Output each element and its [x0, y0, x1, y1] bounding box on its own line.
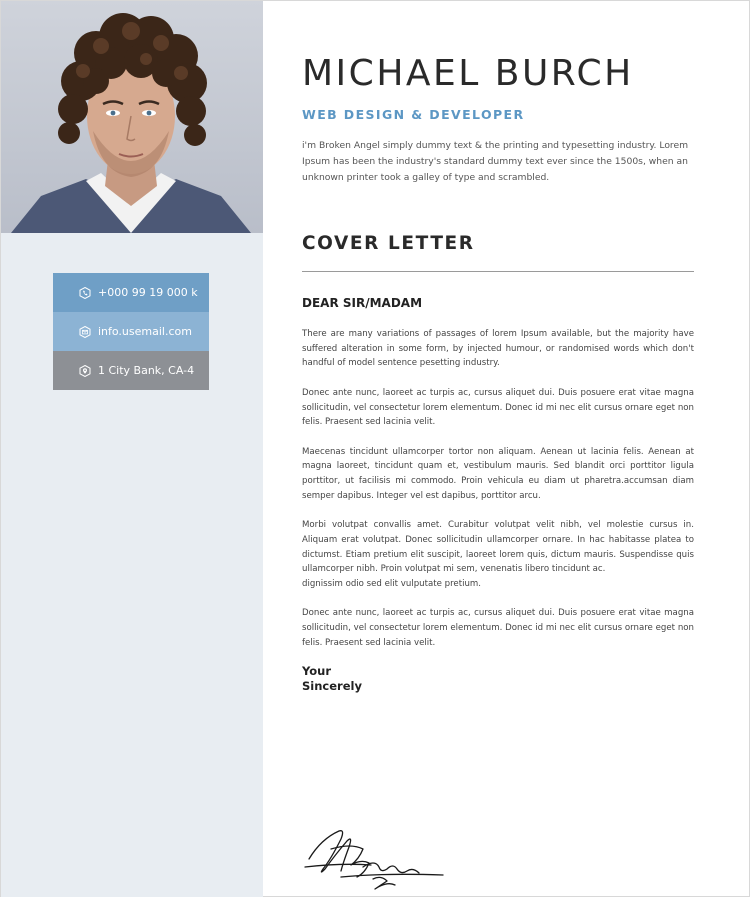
letter-greeting: DEAR SIR/MADAM: [302, 296, 423, 310]
contact-email[interactable]: [53, 312, 209, 351]
closing-line: Sincerely: [302, 679, 362, 693]
closing-line: Your: [302, 664, 332, 678]
letter-paragraph: There are many variations of passages of lorem Ipsum available, but the majority have suffered alteration in some form, by injected humour, or randomised words which don't handful of model sentence pesetting industry.: [302, 329, 694, 369]
letter-paragraph: Donec ante nunc, laoreet ac turpis ac, cursus aliquet dui. Duis posuere erat vitae magna sollicitudin, vel consectetur lorem elementum. Donec id mi nec elit cursus ornare eget non felis. Praesent sed lacinia velit.: [302, 608, 694, 648]
candidate-role: WEB DESIGN & DEVELOPER: [302, 107, 525, 122]
portrait-image: [1, 1, 263, 233]
sidebar: [1, 1, 263, 897]
letter-closing: [302, 664, 362, 694]
phone-icon: [79, 287, 91, 299]
location-icon: [79, 365, 91, 377]
intro-text: i'm Broken Angel simply dummy text & the printing and typesetting industry. Lorem Ipsum has been the industry's standard dummy text ever since the 1500s, when an unknown printer took a galley of type and scrambled.: [302, 140, 689, 183]
letter-paragraph: Donec ante nunc, laoreet ac turpis ac, cursus aliquet dui. Duis posuere erat vitae magna sollicitudin, vel consectetur lorem elementum. Donec id mi nec elit cursus ornare eget non felis. Praesent sed lacinia velit.: [302, 387, 694, 428]
letter-paragraph-line: Morbi volutpat convallis amet. Curabitur volutpat velit nibh, vel molestie cursus in. Aliquam erat volutpat. Donec sollicitudin ullamcorper ornare. In hac habitasse platea to dictumst. Etiam pretium elit suscipit, laoreet lorem quis, dictum mauris. Suspendisse quis ullamcorper nibh. Proin volutpat mi sem, venenatis libero tincidunt ac.: [302, 520, 694, 575]
letter-paragraph: Maecenas tincidunt ullamcorper tortor non aliquam. Aenean ut lacinia felis. Aenean at magna laoreet, tincidunt quam et, vestibulum mauris. Sed blandit orci porttitor ligula porttitor, ut facilisis mi commodo. Proin vehicula eu diam ut pharetra.accumsan diam semper dapibus. Integer vel est dapibus, porttitor arcu.: [302, 446, 694, 501]
contact-list: [53, 273, 209, 390]
letter-paragraph: [302, 518, 694, 592]
candidate-name: MICHAEL BURCH: [302, 53, 634, 94]
letter-paragraph-line: dignissim odio sed elit vulputate pretium.: [302, 578, 482, 589]
contact-address[interactable]: [53, 351, 209, 390]
contact-phone-text: +000 99 19 000 k: [98, 286, 198, 299]
email-icon: [79, 326, 91, 338]
signature-image: [301, 819, 451, 891]
divider: [302, 271, 694, 272]
contact-address-text: 1 City Bank, CA-4: [98, 364, 195, 377]
contact-email-text: info.usemail.com: [98, 325, 192, 338]
profile-photo: [1, 1, 263, 233]
letter-body: [302, 327, 694, 665]
contact-phone[interactable]: [53, 273, 209, 312]
section-title: COVER LETTER: [302, 233, 475, 254]
